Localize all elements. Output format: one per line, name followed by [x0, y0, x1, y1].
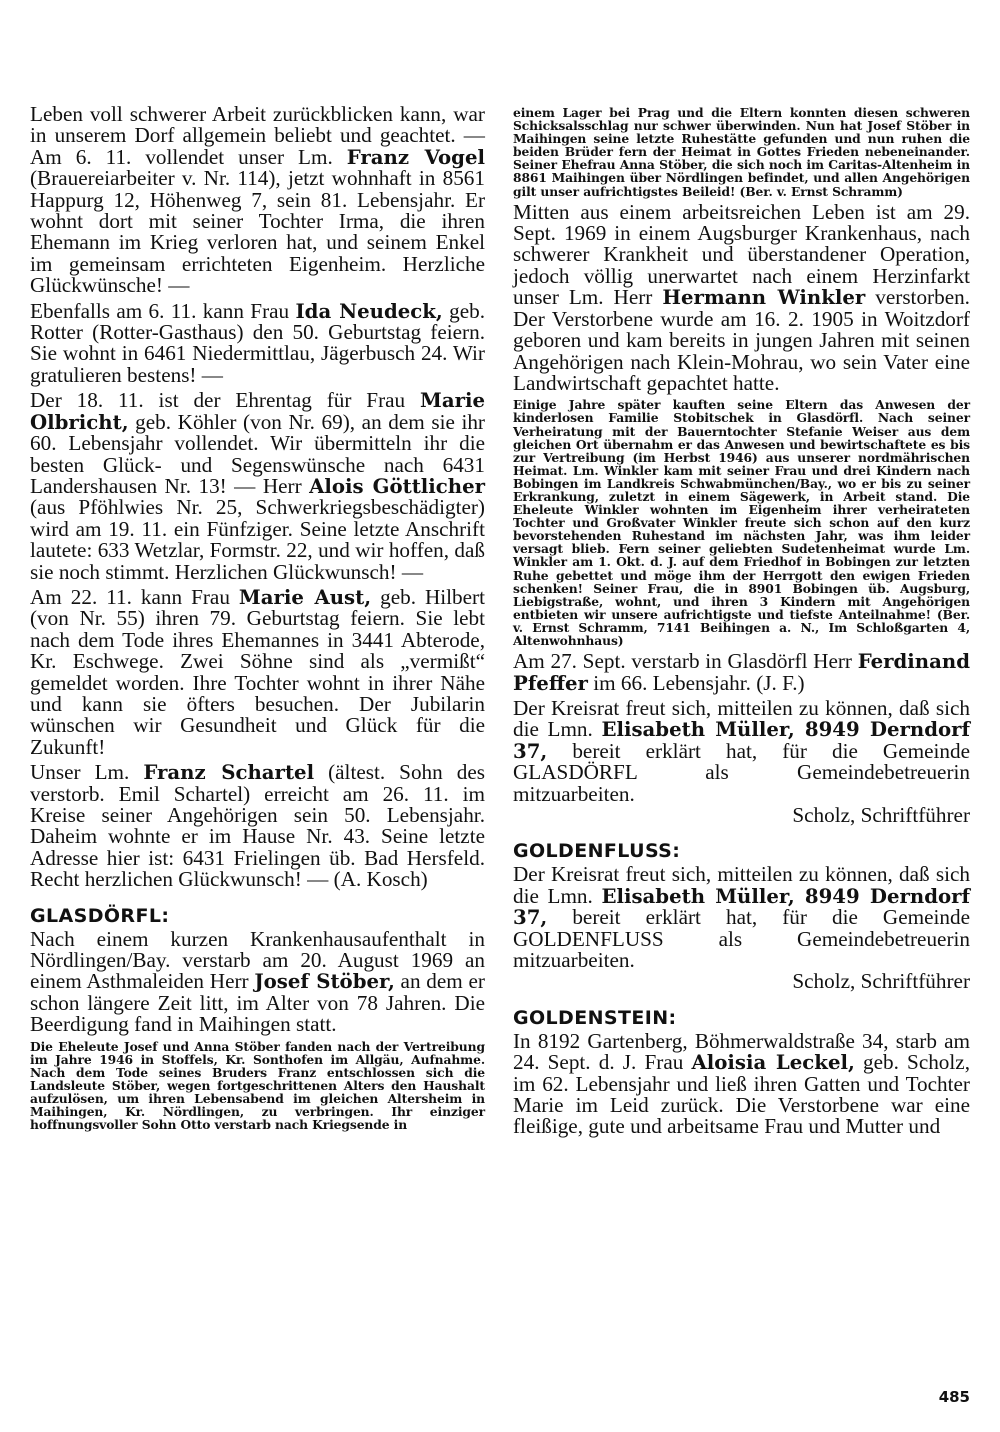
page-number: 485 [938, 1388, 970, 1406]
person-name: Marie Aust, [238, 584, 372, 609]
paragraph-stoeber-details: Die Eheleute Josef und Anna Stöber fanden nach der Vertreibung im Jahre 1946 in Stoffels, Kr. Sonthofen im Allgäu, Aufnahme. Nach dem Tode seines Bruders Franz entschlossen sich die Landsleute Stöber, wegen fortgeschrittenen Alters den Haushalt aufzulösen, um ihren Lebensabend im gleichen Altersheim in Maihingen, Kr. Nördlingen, zu verbringen. Ihr einziger hoffnungsvoller Sohn Otto verstarb nach Kriegsende in [30, 1038, 485, 1133]
text: Mitten aus einem arbeitsreichen Leben ist am 29. Sept. 1969 in einem Augsburger Krankenhaus, nach schwerer Krankheit und überstandener Operation, jedoch völlig unerwartet nach einem Herzinfarkt unser Lm. Herr [513, 199, 970, 310]
person-name: Franz Schartel [143, 760, 315, 785]
section-heading-goldenfluss: GOLDENFLUSS: [513, 840, 681, 863]
text: Unser Lm. [30, 760, 144, 785]
paragraph-winkler-details: Einige Jahre später kauften seine Eltern das Anwesen der kinderlosen Familie Stobitschek in Glasdörfl. Nach seiner Verheiratung mit der Bauerntochter Stefanie Weiser aus dem gleichen Ort übernahm er das Anwesen und bewirtschaftete es bis zur Vertreibung (im Herbst 1946) aus unserer nordmährischen Heimat. Lm. Winkler kam mit seiner Frau und drei Kindern nach Bobingen im Landkreis Schwabmünchen/Bay., wo er bis zu seiner Erkrankung, zuletzt in einem Sägewerk, in Arbeit stand. Die Eheleute Winkler wohnten im Eigenheim ihrer verheirateten Tochter und Großvater Winkler freute sich schon auf den kurz bevorstehenden Ruhestand im nächsten Jahr, was ihm leider versagt blieb. Fern seiner geliebten Sudetenheimat wurde Lm. Winkler am 1. Okt. d. J. auf dem Friedhof in Bobingen zur letzten Ruhe gebettet und möge ihm der Herrgott den ewigen Frieden schenken! Seiner Frau, die in 8901 Bobingen üb. Augsburg, Liebigstraße, wohnt, und ihren 3 Kindern mit Angehörigen entbieten wir unsere aufrichtigste und tiefste Anteilnahme! (Ber. v. Ernst Schramm, 7141 Beihingen a. N., Im Schloßgarten 4, Altenwohnhaus) [513, 397, 970, 648]
person-name: Ida Neudeck, [295, 298, 443, 323]
person-name: Ferdinand Pfeffer [513, 649, 970, 695]
person-name: Elisabeth Müller, 8949 Derndorf 37, [513, 883, 970, 930]
text: In 8192 Gartenberg, Böhmerwaldstraße 34, starb am 24. Sept. d. J. Frau [513, 1028, 970, 1075]
text: bereit erklärt hat, für die Gemeinde GOLDENFLUSS als Gemeindebetreuerin mitzuarbeiten. [513, 905, 970, 972]
paragraph-schartel [30, 762, 485, 890]
text: im 66. Lebensjahr. (J. F.) [587, 670, 805, 695]
text: geb. Rotter (Rotter-Gasthaus) den 50. Geburtstag feiern. Sie wohnt in 6461 Niedermittlau, Jägerbusch 24. Wir gratulieren bestens! — [30, 298, 486, 387]
section-heading-goldenstein: GOLDENSTEIN: [513, 1006, 677, 1029]
text: (Brauereiarbeiter v. Nr. 114), jetzt wohnhaft in 8561 Happurg 12, Höhenweg 7, sein 81. Lebensjahr. Er wohnt dort mit seiner Tochter Irma, die ihren Ehemann im Krieg verloren hat, und seinem Enkel im gemeinsam errichteten Eigenheim. Herzliche Glückwünsche! — [30, 166, 485, 298]
left-column [30, 104, 485, 1131]
text: Der Kreisrat freut sich, mitteilen zu können, daß sich die Lmn. [513, 695, 970, 742]
person-name: Elisabeth Müller, 8949 Derndorf 37, [513, 717, 970, 763]
person-name: Josef Stöber, [254, 969, 395, 994]
paragraph-neudeck [30, 298, 486, 387]
person-name: Franz Vogel [346, 144, 485, 169]
section-heading-glasdoerfl: GLASDÖRFL: [30, 904, 170, 927]
text: (von Nr. 55) ihren 79. Geburtstag feiern. Sie lebt nach dem Tode ihres Ehemannes in 3441 Abterode, Kr. Eschwege. Zwei Söhne sind als „vermißt“ gemeldet worden. Ihre Tochter wohnt in ihrer Nähe und kann sie öfters besuchen. Der Jubilarin wünschen wir Gesundheit und Glück für die Zukunft! [30, 606, 485, 759]
text: Der 18. 11. ist der Ehrentag für Frau [30, 388, 421, 413]
paragraph-olbricht [30, 390, 485, 583]
person-name: Marie Olbricht, [30, 388, 485, 434]
text: geb. Hilbert [371, 584, 485, 609]
text: geb. Köhler (von Nr. 69), an dem sie ihr 60. Lebensjahr vollendet. Wir übermitteln ihr die besten Glück- und Segenswünsche nach 6431 Landershausen Nr. 13! — Herr [30, 409, 485, 498]
text: geb. Scholz, im 62. Lebensjahr und ließ ihren Gatten und Tochter Marie im Leid zurück. Die Verstorbene war eine fleißige, gute und arbeitsame Frau und Mutter und [513, 1050, 970, 1139]
text: an dem er schon längere Zeit litt, im Alter von 78 Jahren. Die Beerdigung fand in Maihingen statt. [30, 969, 485, 1037]
paragraph-winkler [513, 199, 970, 395]
paragraph-stoeber [30, 926, 485, 1037]
paragraph-leckel [513, 1028, 970, 1139]
paragraph-kreisrat-goldenfluss [513, 864, 970, 971]
text: bereit erklärt hat, für die Gemeinde GLASDÖRFL als Gemeindebetreuerin mitzuarbeiten. [513, 738, 970, 806]
text: Am 27. Sept. verstarb in Glasdörfl Herr [513, 649, 858, 674]
paragraph-stoeber-continued: einem Lager bei Prag und die Eltern konnten diesen schweren Schicksalsschlag nur schwer überwinden. Nun hat Josef Stöber in Maihingen seine letzte Ruhestätte gefunden und nun ruhen die beiden Brüder fern der Heimat in Gottes Frieden nebeneinander. Seiner Ehefrau Anna Stöber, die sich noch im Caritas-Altenheim in 8861 Maihingen über Nördlingen befindet, und allen Angehörigen gilt unser aufrichtigstes Beileid! (Ber. v. Ernst Schramm) [513, 105, 970, 199]
signature-scholz: Scholz, Schriftführer [792, 969, 970, 994]
person-name: Hermann Winkler [662, 285, 866, 310]
text: Nach einem kurzen Krankenhausaufenthalt in Nördlingen/Bay. verstarb am 20. August 1969 an einem Asthmaleiden Herr [30, 926, 485, 994]
right-column [513, 106, 970, 1138]
signature-scholz: Scholz, Schriftführer [792, 802, 970, 827]
person-name: Aloisia Leckel, [691, 1050, 855, 1075]
text: Leben voll schwerer Arbeit zurückblicken kann, war in unserem Dorf allgemein beliebt und geachtet. — Am 6. 11. vollendet unser Lm. [30, 102, 485, 169]
text: Am 22. 11. kann Frau [30, 584, 239, 609]
paragraph-pfeffer [513, 651, 970, 694]
person-name: Alois Göttlicher [309, 473, 486, 498]
text: (ältest. Sohn des verstorb. Emil Schartel) erreicht am 26. 11. im Kreise seiner Angehörigen sein 50. Lebensjahr. Daheim wohnte er im Hause Nr. 43. Seine letzte Adresse hier ist: 6431 Frielingen üb. Bad Hersfeld. Recht herzlichen Glückwunsch! — (A. Kosch) [30, 760, 486, 892]
text: (aus Pföhlwies Nr. 25, Schwerkriegsbeschädigter) wird am 19. 11. ein Fünfziger. Seine letzte Anschrift lautete: 633 Wetzlar, Formstr. 22, und wir hoffen, daß sie noch stimmt. Herzlichen Glückwunsch! — [30, 495, 485, 584]
paragraph-kreisrat-glasdoerfl [513, 695, 970, 806]
text: Der Kreisrat freut sich, mitteilen zu können, daß sich die Lmn. [513, 862, 970, 908]
text: verstorben. Der Verstorbene wurde am 16. 2. 1905 in Woitzdorf geboren und kam bereits in jungen Jahren mit seinen Angehörigen nach Klein-Mohrau, wo sein Vater eine Landwirtschaft gepachtet hatte. [513, 285, 970, 395]
paragraph-vogel [30, 104, 485, 297]
text: Ebenfalls am 6. 11. kann Frau [30, 298, 296, 323]
paragraph-aust [30, 584, 485, 759]
